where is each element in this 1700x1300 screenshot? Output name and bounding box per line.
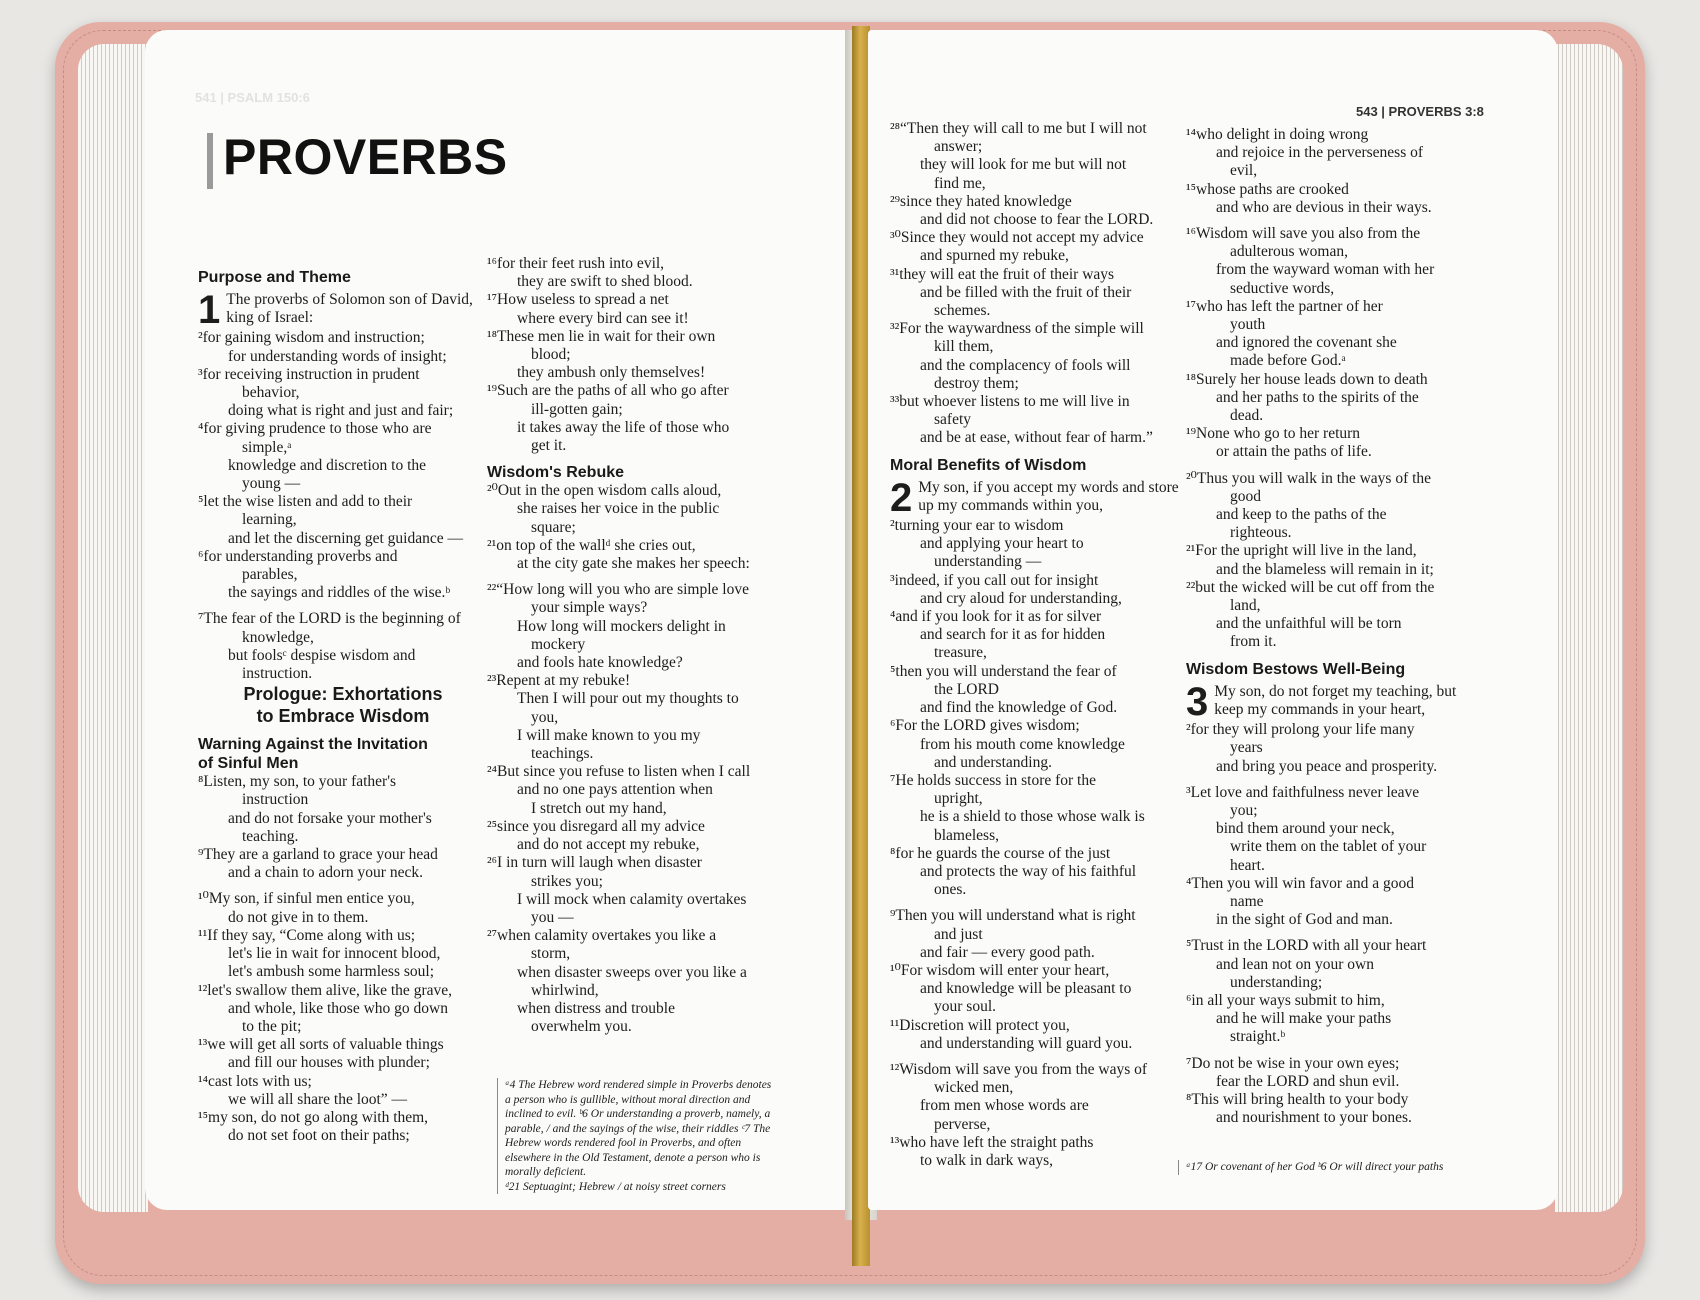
verse-line: behavior, [242,384,300,402]
section-heading: Purpose and Theme [198,269,351,286]
verse-line: ⁴and if you look for it as for silver [890,608,1102,626]
footnote: ᵃ4 The Hebrew word rendered simple in Proverbs denotes a person who is gullible, without moral direction and inclined to evil. ᵇ6 Or understanding a proverb, namely, a parable, / and the sayings of the wise, their riddles ᶜ7 The Hebrew words rendered fool in Proverbs, and often elsewhere in the Old Testament, denote a person who is morally deficient. [505,1079,772,1178]
verse-line: and understanding. [934,753,1052,771]
verse-line: I will make known to you my [517,726,701,744]
section-heading: Wisdom Bestows Well-Being [1186,660,1406,678]
line-gap [198,882,488,890]
verse-line: and he will make your paths [1216,1010,1392,1028]
verse-line: they ambush only themselves! [517,364,706,382]
right-page [868,30,1558,1210]
verse-line: youth [1230,316,1266,334]
footnote: ᵈ21 Septuagint; Hebrew / at noisy street corners [505,1180,726,1193]
verse-line: ¹²let's swallow them alive, like the grave, [198,981,452,999]
verse-line: and understanding will guard you. [920,1034,1133,1052]
verse-line: ¹⁷How useless to spread a net [487,291,669,309]
verse-line: ⁴for giving prudence to those who are [198,420,432,438]
verse-line: to the pit; [242,1017,302,1035]
verse-line: the LORD [934,680,1000,698]
verse-line: parables, [242,566,298,584]
verse-line: evil, [1230,162,1258,180]
line-gap [198,727,488,735]
running-head-left: 541 | PSALM 150:6 [195,90,310,105]
verse-line: and nourishment to your bones. [1216,1109,1412,1127]
verse-line: and keep to the paths of the [1216,506,1387,524]
verse-line: perverse, [934,1115,991,1133]
verse-line: overwhelm you. [531,1018,632,1036]
verse-line: safety [934,411,972,429]
verse-text: My son, if you accept my words and store up my commands within you, [918,478,1179,514]
verse-line: made before God.ᵃ [1230,352,1346,370]
verse-line: it takes away the life of those who [517,418,730,436]
verse-line: ¹¹Discretion will protect you, [890,1016,1070,1034]
verse-line: ⁶For the LORD gives wisdom; [890,717,1080,735]
line-gap [1186,462,1481,470]
verse-line: and a chain to adorn your neck. [228,864,423,882]
verse-line: ²²“How long will you who are simple love [487,581,749,599]
left-page [145,30,853,1210]
verse-line: simple,ᵃ [242,438,292,456]
verse-line: ¹³we will get all sorts of valuable things [198,1036,444,1054]
verse-line: knowledge and discretion to the [228,456,427,474]
verse-line: ³²For the waywardness of the simple will [890,320,1144,338]
verse-line: name [1230,892,1264,910]
verse-line: good [1230,487,1261,505]
verse-line: and cry aloud for understanding, [920,589,1122,607]
verse-line: ⁵then you will understand the fear of [890,662,1117,680]
verse-line: ⁵let the wise listen and add to their [198,493,413,511]
chapter-opening [1186,679,1481,724]
verse-line: and her paths to the spirits of the [1216,388,1419,406]
verse-line: ²for they will prolong your life many [1186,721,1415,739]
verse-line: land, [1230,597,1261,615]
verse-line: ⁶for understanding proverbs and [198,547,398,565]
verse-line: How long will mockers delight in [517,617,726,635]
verse-line: upright, [934,790,983,808]
verse-line: adulterous woman, [1230,243,1348,261]
verse-line: and do not accept my rebuke, [517,836,700,854]
page-edges-right [1555,44,1623,1212]
verse-line: instruction [242,791,309,809]
verse-line: ⁹They are a garland to grace your head [198,846,438,864]
verse-line: ³for receiving instruction in prudent [198,365,420,383]
verse-line: doing what is right and just and fair; [228,402,454,420]
line-gap [1186,217,1481,225]
verse-line: ²⁴But since you refuse to listen when I call [487,763,751,781]
verse-line: ¹⁴cast lots with us; [198,1072,312,1090]
verse-line: ⁷He holds success in store for the [890,771,1096,789]
section-heading: Moral Benefits of Wisdom [890,456,1087,474]
verse-line: we will all share the loot” — [228,1090,408,1108]
verse-line: teaching. [242,827,299,845]
verse-line: ¹⁶Wisdom will save you also from the [1186,225,1421,243]
verse-line: ³Let love and faithfulness never leave [1186,783,1420,801]
verse-line: blood; [531,346,571,364]
verse-line: and search for it as for hidden [920,626,1106,644]
verse-line: ²⁶I in turn will laugh when disaster [487,854,702,872]
verse-line: ¹⁴who delight in doing wrong [1186,126,1369,143]
line-gap [1186,776,1481,784]
verse-line: understanding; [1230,973,1323,991]
verse-line: whirlwind, [531,981,599,999]
verse-line: ⁷The fear of the LORD is the beginning of [198,610,461,628]
verse-line: ²³Repent at my rebuke! [487,672,631,690]
verse-line: you, [531,708,559,726]
verse-line: and protects the way of his faithful [920,862,1137,880]
verse-line: ²⁰Thus you will walk in the ways of the [1186,469,1432,487]
verse-line: and just [934,925,983,943]
verse-line: she raises her voice in the public [517,500,720,518]
verse-line: ¹⁵whose paths are crooked [1186,180,1349,198]
verse-line: ²turning your ear to wisdom [890,517,1064,535]
verse-line: treasure, [934,644,987,662]
page-edges-left [78,44,148,1212]
verse-line: ⁴Then you will win favor and a good [1186,874,1414,892]
verse-line: or attain the paths of life. [1216,443,1372,461]
verse-line: and applying your heart to [920,535,1084,553]
right-footnotes [1178,1160,1476,1175]
verse-line: learning, [242,511,297,529]
verse-line: dead. [1230,407,1264,425]
verse-line: answer; [934,138,983,156]
verse-line: and find the knowledge of God. [920,699,1118,717]
verse-line: ²¹on top of the wallᵈ she cries out, [487,536,696,554]
verse-line: instruction. [242,665,313,683]
verse-line: from men whose words are [920,1097,1089,1115]
verse-line: do not give in to them. [228,908,369,926]
verse-line: kill them, [934,338,994,356]
chapter-number: 3 [1186,679,1209,724]
verse-line: you; [1230,801,1258,819]
line-gap [890,1053,1180,1061]
verse-line: find me, [934,174,986,192]
verse-line: write them on the tablet of your [1230,838,1427,856]
verse-line: ⁹Then you will understand what is right [890,907,1136,925]
verse-line: for understanding words of insight; [228,347,447,365]
line-gap [1186,652,1481,660]
verse-line: and the blameless will remain in it; [1216,560,1434,578]
line-gap [487,455,787,463]
verse-line: ³indeed, if you call out for insight [890,571,1099,589]
verse-line: ¹⁹Such are the paths of all who go after [487,382,729,400]
verse-line: Then I will pour out my thoughts to [517,690,739,708]
verse-line: and the complacency of fools will [920,356,1131,374]
verse-line: and fill our houses with plunder; [228,1054,430,1072]
footnote: ᵃ17 Or covenant of her God ᵇ6 Or will direct your paths [1186,1161,1444,1173]
verse-line: strikes you; [531,872,603,890]
verse-line: ones. [934,881,967,899]
running-head-right: 543 | PROVERBS 3:8 [1356,104,1484,119]
verse-line: schemes. [934,302,991,320]
verse-line: ³¹they will eat the fruit of their ways [890,265,1115,283]
verse-line: fear the LORD and shun evil. [1216,1072,1400,1090]
verse-line: righteous. [1230,524,1292,542]
verse-line: wicked men, [934,1079,1014,1097]
verse-text: The proverbs of Solomon son of David, king of Israel: [226,291,473,327]
verse-line: ⁸This will bring health to your body [1186,1090,1409,1108]
chapter-opening [890,475,1180,520]
left-column-2 [487,255,787,1036]
verse-line: they will look for me but will not [920,156,1127,174]
line-gap [1186,1047,1481,1055]
chapter-opening [198,288,488,332]
verse-line: ¹⁸These men lie in wait for their own [487,327,716,345]
verse-line: your soul. [934,998,996,1016]
line-gap [1186,929,1481,937]
verse-line: and bring you peace and prosperity. [1216,757,1438,775]
verse-line: and let the discerning get guidance — [228,529,464,547]
verse-line: ²⁷when calamity overtakes you like a [487,927,717,945]
verse-line: and rejoice in the perverseness of [1216,144,1424,162]
verse-line: do not set foot on their paths; [228,1127,410,1145]
verse-line: years [1230,739,1263,757]
verse-line: ¹²Wisdom will save you from the ways of [890,1060,1148,1078]
verse-line: ⁵Trust in the LORD with all your heart [1186,937,1427,955]
verse-line: ²for gaining wisdom and instruction; [198,329,425,347]
title-bar [207,133,213,189]
verse-line: you — [531,908,574,926]
verse-line: ¹⁶for their feet rush into evil, [487,255,665,272]
verse-line: and be filled with the fruit of their [920,283,1132,301]
verse-line: and did not choose to fear the LORD. [920,211,1154,229]
verse-line: square; [531,518,576,536]
verse-line: ¹³who have left the straight paths [890,1133,1094,1151]
verse-line: ²⁰Out in the open wisdom calls aloud, [487,482,722,500]
verse-line: ⁸Listen, my son, to your father's [198,773,397,791]
line-gap [890,899,1180,907]
verse-line: ³³but whoever listens to me will live in [890,393,1130,411]
verse-line: ²⁸“Then they will call to me but I will not [890,120,1147,137]
verse-line: ²¹For the upright will live in the land, [1186,542,1417,560]
verse-line: and lean not on your own [1216,955,1374,973]
verse-line: and knowledge will be pleasant to [920,980,1132,998]
verse-line: when distress and trouble [517,999,675,1017]
verse-line: I stretch out my hand, [531,799,667,817]
verse-line: and whole, like those who go down [228,999,448,1017]
right-column-2 [1186,126,1481,1127]
verse-line: but foolsᶜ despise wisdom and [228,646,416,664]
verse-line: knowledge, [242,628,314,646]
verse-line: from his mouth come knowledge [920,735,1125,753]
verse-line: ill-gotten gain; [531,400,623,418]
left-footnotes [497,1078,775,1194]
verse-line: ¹⁹None who go to her return [1186,425,1361,443]
verse-line: ¹⁷who has left the partner of her [1186,297,1383,315]
verse-line: where every bird can see it! [517,309,689,327]
verse-line: teachings. [531,745,594,763]
verse-line: the sayings and riddles of the wise.ᵇ [228,584,451,602]
verse-line: heart. [1230,856,1265,874]
line-gap [890,448,1180,456]
verse-line: ¹⁰For wisdom will enter your heart, [890,961,1110,979]
verse-line: ¹⁵my son, do not go along with them, [198,1108,429,1126]
verse-line: at the city gate she makes her speech: [517,555,750,573]
chapter-number: 2 [890,475,913,520]
right-column-1 [890,120,1180,1170]
section-heading: Prologue: Exhortations [243,684,443,705]
verse-line: and ignored the covenant she [1216,334,1397,352]
verse-line: let's ambush some harmless soul; [228,963,434,981]
verse-line: ²²but the wicked will be cut off from the [1186,578,1435,596]
verse-line: and no one pays attention when [517,781,713,799]
verse-line: ²⁹since they hated knowledge [890,192,1072,210]
verse-line: and the unfaithful will be torn [1216,615,1402,633]
verse-line: straight.ᵇ [1230,1028,1286,1046]
section-heading: Warning Against the Invitation [198,736,428,754]
verse-line: ²⁵since you disregard all my advice [487,817,705,835]
verse-line: ¹⁰My son, if sinful men entice you, [198,890,415,908]
verse-line: when disaster sweeps over you like a [517,963,747,981]
verse-line: and fools hate knowledge? [517,654,683,672]
verse-line: in the sight of God and man. [1216,911,1393,929]
book-title: PROVERBS [223,129,508,185]
verse-line: destroy them; [934,374,1019,392]
verse-line: and fair — every good path. [920,943,1095,961]
left-column-1 [198,268,488,1145]
verse-line: let's lie in wait for innocent blood, [228,945,441,963]
chapter-number: 1 [198,288,221,332]
verse-line: ⁸for he guards the course of the just [890,844,1111,862]
verse-line: get it. [531,437,567,455]
verse-line: and spurned my rebuke, [920,247,1069,265]
verse-line: I will mock when calamity overtakes [517,890,747,908]
verse-line: and who are devious in their ways. [1216,198,1432,216]
verse-line: storm, [531,945,571,963]
verse-line: he is a shield to those whose walk is [920,808,1145,826]
verse-line: and do not forsake your mother's [228,809,432,827]
verse-line: ⁶in all your ways submit to him, [1186,991,1385,1009]
section-heading: to Embrace Wisdom [256,706,430,727]
verse-line: from it. [1230,633,1277,651]
verse-line: seductive words, [1230,279,1335,297]
line-gap [198,602,488,610]
verse-line: ⁷Do not be wise in your own eyes; [1186,1054,1400,1072]
verse-line: they are swift to shed blood. [517,273,693,291]
verse-line: ¹¹If they say, “Come along with us; [198,926,416,944]
verse-line: young — [242,475,301,493]
verse-line: and be at ease, without fear of harm.” [920,429,1153,447]
section-heading: Wisdom's Rebuke [487,464,625,482]
verse-line: mockery [531,635,586,653]
verse-line: to walk in dark ways, [920,1151,1054,1169]
verse-line: your simple ways? [531,599,648,617]
verse-line: from the wayward woman with her [1216,261,1435,279]
verse-line: ¹⁸Surely her house leads down to death [1186,370,1428,388]
verse-line: bind them around your neck, [1216,820,1395,838]
verse-line: blameless, [934,826,999,844]
line-gap [487,573,787,581]
section-heading: of Sinful Men [198,755,299,773]
verse-line: ³⁰Since they would not accept my advice [890,229,1144,247]
verse-text: My son, do not forget my teaching, but keep my commands in your heart, [1214,682,1457,718]
verse-line: understanding — [934,553,1042,571]
